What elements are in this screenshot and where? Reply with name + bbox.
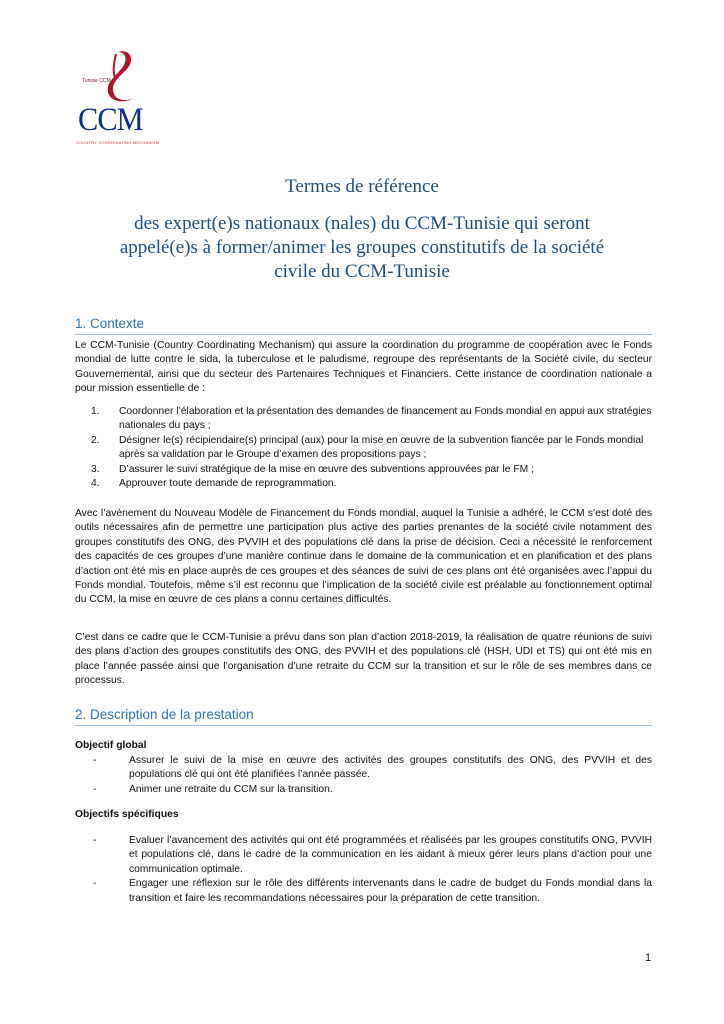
section-divider (75, 725, 652, 726)
ccm-logo (70, 48, 160, 145)
document-subtitle-text: des expert(e)s nationaux (nales) du CCM-Tunisie qui seront appelé(e)s à former/animer les groupes constitutifs de la société civile du CCM-Tunisie (119, 213, 605, 282)
section-heading-contexte: 1. Contexte (75, 316, 145, 331)
list-item: 2. Désigner le(s) récipiendaire(s) principal (aux) pour la mise en œuvre de la subvention fiancée par le Fonds mondial après sa validation par le Groupe d’examen des propositions pays ; (91, 434, 644, 461)
page-number: 1 (645, 952, 652, 964)
context-intro: Le CCM-Tunisie (Country Coordinating Mechanism) qui assure la coordination du programme de coopération avec le Fonds mondial de lutte contre le sida, la tuberculose et le paludisme, regroupe des représentants de la Société civile, du secteur Gouvernemental, ainsi que du secteur des Partenaires Techniques et Financiers. Cette instance de coordination nationale a pour mission essentielle de : (75, 340, 652, 395)
list-item: - Evaluer l’avancement des activités qui ont été programmées et réalisées par les groupes constitutifs ONG, PVVIH et populations clé, dans le cadre de la communication en les aidant à mieux gérer leurs plans d’action pour une communication optimale. (93, 835, 652, 875)
list-item: 4. Approuver toute demande de reprogrammation. (91, 478, 337, 490)
logo-subtitle: COUNTRY COORDINATING MECHANISM (76, 140, 160, 145)
objective-global-label: Objectif global (75, 740, 147, 751)
logo-mark: CCM (78, 102, 143, 138)
list-item: 1. Coordonner l’élaboration et la présentation des demandes de financement au Fonds mondial en appui aux stratégies nationales du pays ; (91, 406, 652, 432)
document-title: Termes de référence (285, 176, 439, 197)
logo-small-text: Tunisie CCM (82, 78, 111, 84)
list-item: 3. D’assurer le suivi stratégique de la mise en œuvre des subventions approuvées par le FM ; (91, 463, 534, 475)
context-paragraph-3: C’est dans ce cadre que le CCM-Tunisie a prévu dans son plan d’action 2018-2019, la réalisation de quatre réunions de suivi des plans d’action des groupes constitutifs des ONG, des PVVIH et des populations clé (HSH, UDI et TS) qui ont été mis en place l’année passée ainsi que l’organisation d’une retraite du CCM sur la transition et sur le rôle de ses membres dans ce processus. (75, 632, 652, 687)
document-subtitle (0, 212, 724, 284)
section-heading-prestation: 2. Description de la prestation (75, 707, 254, 722)
list-item: - Assurer le suivi de la mise en œuvre des activités des groupes constitutifs des ONG, des PVVIH et des populations clé qui ont été planifiées l’année passée. (93, 755, 652, 781)
list-item: - Animer une retraite du CCM sur la transition. (93, 783, 333, 795)
section-divider (75, 334, 652, 335)
objective-specific-label: Objectifs spécifiques (75, 809, 179, 820)
objective-specific-list (75, 834, 652, 906)
context-paragraph-2: Avec l’avènement du Nouveau Modèle de Financement du Fonds mondial, auquel la Tunisie a adhéré, le CCM s’est doté des outils nécessaires afin de permettre une participation plus active des parties prenantes de la société civile notamment des groupes constitutifs des ONG, des PVVIH et des populations clé dans la prise de décision. Ceci a nécessité le renforcement des capacités de ces groupes d’une manière continue dans le domaine de la communication et en planification et des plans d’action ont été mis en place auprès de ces groupes et des séances de suivi de ces plans ont été organisées avec l’appui du Fonds mondial. Toutefois, même s’il est reconnu que l’implication de la société civile est préalable au fonctionnement optimal du CCM, la mise en œuvre de ces plans a connu certaines difficultés. (75, 508, 652, 606)
objective-global-list (75, 754, 652, 797)
mission-list (75, 405, 652, 491)
list-item: - Engager une réflexion sur le rôle des différents intervenants dans le cadre de budget du Fonds mondial dans la transition et faire les recommandations nécessaires pour la préparation de cette transition. (93, 878, 652, 904)
